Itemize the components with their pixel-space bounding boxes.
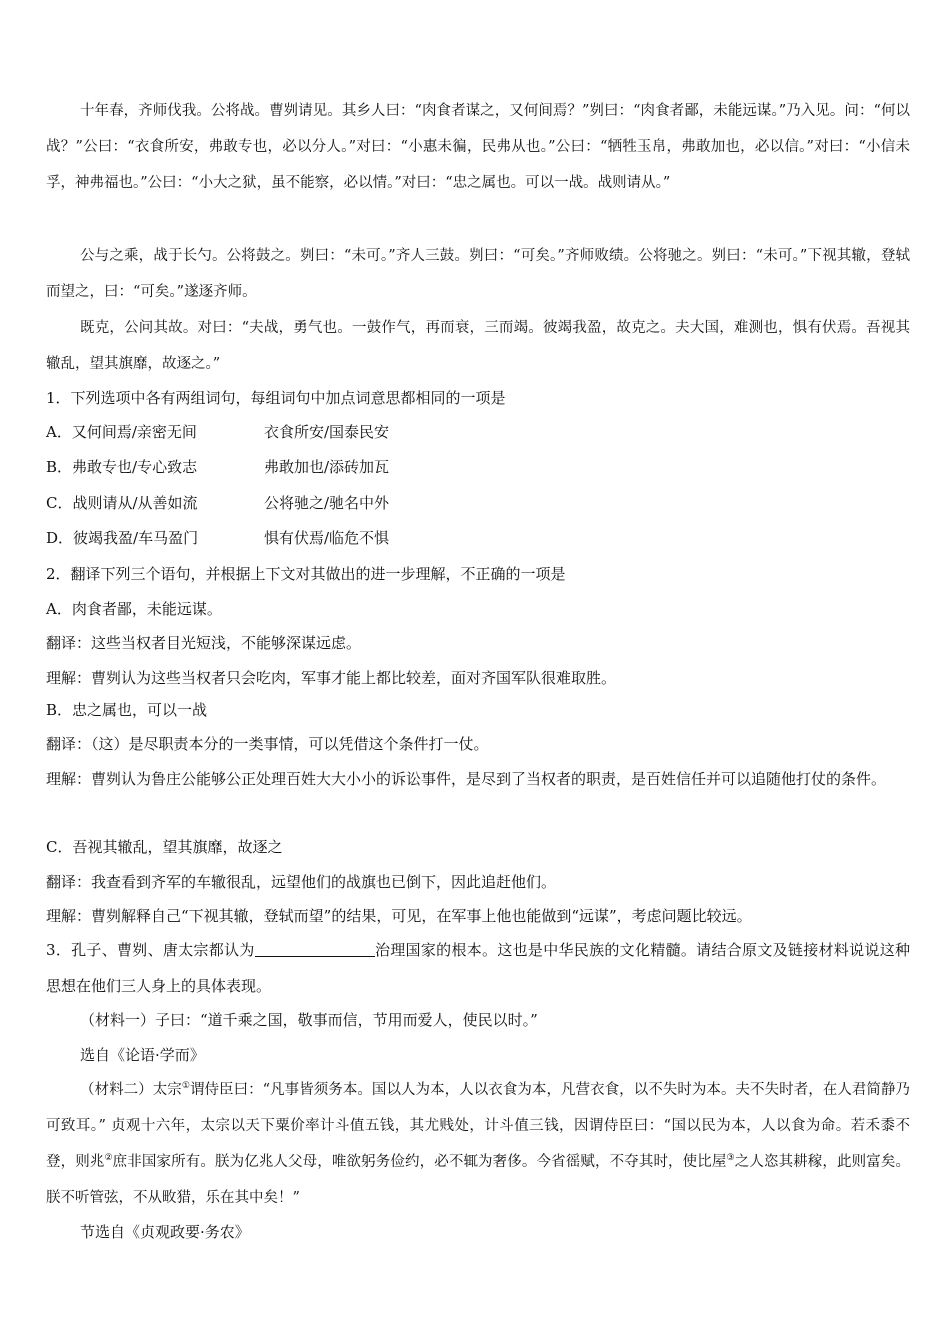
question-2-stem: 2．翻译下列三个语句，并根据上下文对其做出的进一步理解，不正确的一项是 [46, 565, 566, 583]
q1-option-d-right: 惧有伏焉/临危不惧 [264, 529, 390, 547]
footnote-marker-2: ② [104, 1153, 113, 1164]
question-3-stem [46, 932, 910, 1004]
footnote-marker-3: ③ [726, 1153, 735, 1164]
material-1: （材料一）子曰：“道千乘之国，敬事而信，节用而爱人，使民以时。” [80, 1011, 538, 1029]
material-2-part-c: 庶非国家所有。朕为亿兆人父母，唯欲躬务俭约，必不辄为奢侈。今省徭赋，不夺其时，使比屋 [112, 1154, 727, 1170]
q1-option-c [46, 485, 389, 521]
q3-stem-before: 3．孔子、曹刿、唐太宗都认为 [46, 941, 255, 959]
q2-option-c-title: C．吾视其辙乱，望其旗靡，故逐之 [46, 838, 283, 856]
q1-option-b [46, 449, 389, 485]
material-2-part-a: （材料二）太宗 [80, 1082, 182, 1098]
passage-paragraph-2: 公与之乘，战于长勺。公将鼓之。刿曰：“未可。”齐人三鼓。刿曰：“可矣。”齐师败绩。公将驰之。刿曰：“未可。”下视其辙，登轼而望之，曰：“可矣。”遂逐齐师。 [46, 248, 910, 300]
q2-option-b-translation: 翻译：（这）是尽职责本分的一类事情，可以凭借这个条件打一仗。 [46, 735, 489, 753]
passage-paragraph-1: 十年春，齐师伐我。公将战。曹刿请见。其乡人曰：“肉食者谋之，又何间焉？”刿曰：“肉食者鄙，未能远谋。”乃入见。问：“何以战？”公曰：“衣食所安，弗敢专也，必以分人。”对曰：“小惠未徧，民弗从也。”公曰：“牺牲玉帛，弗敢加也，必以信。”对曰：“小信未孚，神弗福也。”公曰：“小大之狱，虽不能察，必以情。”对曰：“忠之属也。可以一战。战则请从。” [46, 103, 910, 191]
q3-stem-after: 治理国家的根本。这也是中华民族的文化精髓。请结合原文及链接材料说说这种思想在他们三人身上的具体表现。 [46, 941, 910, 995]
q2-option-c-translation: 翻译：我查看到齐军的车辙很乱，远望他们的战旗也已倒下，因此追赶他们。 [46, 873, 557, 891]
q2-option-b-understanding: 理解：曹刿认为鲁庄公能够公正处理百姓大大小小的诉讼事件，是尽到了当权者的职责，是百姓信任并可以追随他打仗的条件。 [46, 770, 887, 788]
q2-option-a-understanding: 理解：曹刿认为这些当权者只会吃肉，军事才能上都比较差，面对齐国军队很难取胜。 [46, 669, 617, 687]
q1-option-d [46, 520, 389, 556]
material-2-part-b: 谓侍臣曰：“凡事皆须务本。国以人为本，人以衣食为本，凡营衣食，以不失时为本。夫不失时者，在人君简静乃可致耳。” 贞观十六年，太宗以天下粟价率计斗值五钱，其尤贱处，计斗值三钱，因谓侍臣曰：“国以民为本，人以食为命。若禾黍不登，则兆 [46, 1082, 910, 1170]
q1-option-b-left: B．弗敢专也/专心致志 [46, 458, 198, 476]
q1-option-c-right: 公将驰之/驰名中外 [264, 494, 390, 512]
q1-option-c-left: C．战则请从/从善如流 [46, 494, 198, 512]
q2-option-a-title: A．肉食者鄙，未能远谋。 [46, 600, 222, 618]
q1-option-b-right: 弗敢加也/添砖加瓦 [264, 458, 390, 476]
answer-blank[interactable] [255, 940, 375, 957]
q1-option-a-left: A．又何间焉/亲密无间 [46, 423, 197, 441]
footnote-marker-1: ① [181, 1081, 190, 1092]
q1-option-d-left: D．彼竭我盈/车马盈门 [46, 529, 199, 547]
question-1-stem: 1．下列选项中各有两组词句，每组词句中加点词意思都相同的一项是 [46, 389, 506, 407]
q2-option-b-title: B．忠之属也，可以一战 [46, 701, 208, 719]
q1-option-a-right: 衣食所安/国泰民安 [264, 423, 390, 441]
material-1-source: 选自《论语·学而》 [80, 1046, 205, 1064]
q2-option-c-understanding: 理解：曹刿解释自己“下视其辙，登轼而望”的结果，可见，在军事上他也能做到“远谋”，考虑问题比较远。 [46, 907, 752, 925]
passage-paragraph-3: 既克，公问其故。对曰：“夫战，勇气也。一鼓作气，再而衰，三而竭。彼竭我盈，故克之。夫大国，难测也，惧有伏焉。吾视其辙乱，望其旗靡，故逐之。” [46, 320, 910, 372]
q1-option-a [46, 414, 389, 450]
material-2-source: 节选自《贞观政要·务农》 [80, 1223, 250, 1241]
q2-option-a-translation: 翻译：这些当权者目光短浅，不能够深谋远虑。 [46, 634, 362, 652]
material-2-part-d: 之人恣其耕稼，此则富矣。朕不听管弦，不从畋猎，乐在其中矣！” [46, 1154, 910, 1206]
material-2 [46, 1072, 910, 1216]
